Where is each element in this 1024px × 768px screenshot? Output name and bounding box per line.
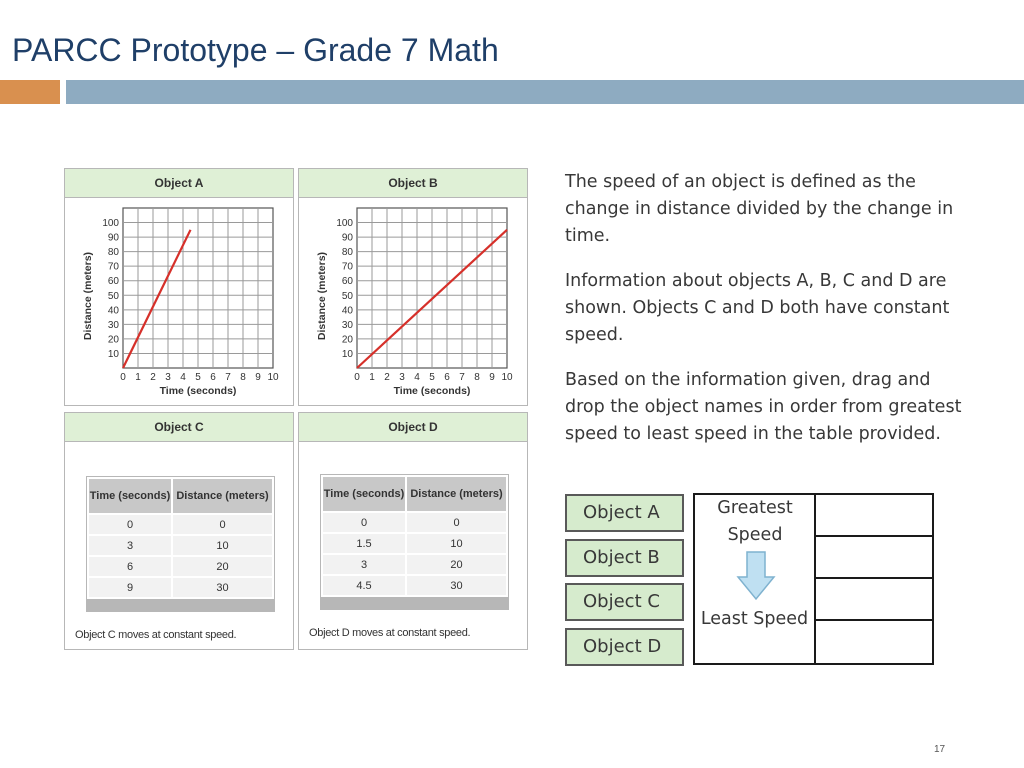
distance-cell: 0 [406,512,507,533]
x-tick-label: 5 [195,372,201,383]
y-tick-label: 70 [341,261,353,273]
object-d-table [321,475,508,597]
drag-tile-object-a[interactable]: Object A [565,494,684,532]
y-axis-label: Distance (meters) [316,251,328,341]
time-cell: 3 [88,535,172,556]
distance-cell: 30 [172,577,273,598]
y-tick-label: 90 [341,232,353,244]
object-a-title: Object A [65,169,293,198]
y-tick-label: 50 [341,290,353,302]
table-row [322,575,507,596]
instruction-paragraph-1: The speed of an object is defined as the change in distance divided by the change in time. [565,172,954,246]
x-axis-label: Time (seconds) [159,385,237,397]
table-row [322,533,507,554]
order-slot-2[interactable] [816,537,932,579]
y-axis-label: Distance (meters) [82,251,94,341]
object-d-title: Object D [299,413,527,442]
y-tick-label: 50 [107,290,119,302]
x-tick-label: 10 [267,372,279,383]
drag-tile-object-c[interactable]: Object C [565,583,684,621]
time-cell: 0 [88,514,172,535]
object-d-note: Object D moves at constant speed. [309,627,471,639]
y-tick-label: 10 [107,348,119,360]
object-b-title: Object B [299,169,527,198]
x-tick-label: 9 [255,372,261,383]
distance-cell: 20 [172,556,273,577]
table-row [88,577,273,598]
object-a-graph [65,198,293,406]
x-tick-label: 3 [165,372,171,383]
object-b-graph [299,198,527,406]
table-row [88,514,273,535]
time-cell: 4.5 [322,575,406,596]
x-tick-label: 4 [180,372,186,383]
drag-tile-object-b[interactable]: Object B [565,539,684,577]
x-tick-label: 9 [489,372,495,383]
y-tick-label: 20 [107,334,119,346]
time-header: Time (seconds) [322,476,406,512]
x-axis-label: Time (seconds) [393,385,471,397]
y-tick-label: 40 [341,305,353,317]
y-tick-label: 90 [107,232,119,244]
y-tick-label: 60 [341,276,353,288]
x-tick-label: 4 [414,372,420,383]
distance-cell: 10 [406,533,507,554]
time-cell: 6 [88,556,172,577]
title-accent-bar [0,80,60,104]
object-c-title: Object C [65,413,293,442]
y-tick-label: 100 [102,218,119,230]
time-cell: 1.5 [322,533,406,554]
distance-cell: 20 [406,554,507,575]
drag-tile-object-d[interactable]: Object D [565,628,684,666]
y-tick-label: 80 [341,247,353,259]
y-tick-label: 30 [341,319,353,331]
distance-header: Distance (meters) [406,476,507,512]
x-tick-label: 7 [459,372,465,383]
x-tick-label: 1 [369,372,375,383]
x-tick-label: 10 [501,372,513,383]
speed-order-table [693,493,934,665]
down-arrow-icon [736,551,776,601]
time-cell: 9 [88,577,172,598]
y-tick-label: 40 [107,305,119,317]
instruction-paragraph-2: Information about objects A, B, C and D are shown. Objects C and D both have constant speed. [565,271,950,345]
distance-header: Distance (meters) [172,478,273,514]
time-cell: 0 [322,512,406,533]
x-tick-label: 6 [444,372,450,383]
y-tick-label: 70 [107,261,119,273]
instruction-paragraph-3: Based on the information given, drag and drop the object names in order from greatest speed to least speed in the table provided. [565,370,962,444]
time-header: Time (seconds) [88,478,172,514]
object-b-panel [298,168,528,406]
y-tick-label: 30 [107,319,119,331]
object-c-table [87,477,274,599]
title-rule-bar [66,80,1024,104]
least-speed-label: Least Speed [700,609,809,629]
y-tick-label: 80 [107,247,119,259]
x-tick-label: 1 [135,372,141,383]
object-d-panel [298,412,528,650]
page-number: 17 [934,744,946,755]
distance-cell: 10 [172,535,273,556]
x-tick-label: 8 [474,372,480,383]
distance-cell: 0 [172,514,273,535]
greatest-speed-label: Greatest Speed [717,498,793,545]
x-tick-label: 8 [240,372,246,383]
x-tick-label: 6 [210,372,216,383]
y-tick-label: 10 [341,348,353,360]
table-row [88,556,273,577]
object-c-note: Object C moves at constant speed. [75,629,237,641]
slide-title: PARCC Prototype – Grade 7 Math [12,32,499,68]
x-tick-label: 0 [354,372,360,383]
table-row [322,554,507,575]
order-slot-1[interactable] [816,495,932,537]
time-cell: 3 [322,554,406,575]
object-a-panel [64,168,294,406]
y-tick-label: 20 [341,334,353,346]
x-tick-label: 2 [384,372,390,383]
x-tick-label: 3 [399,372,405,383]
table-row [322,512,507,533]
x-tick-label: 2 [150,372,156,383]
y-tick-label: 100 [336,218,353,230]
y-tick-label: 60 [107,276,119,288]
x-tick-label: 5 [429,372,435,383]
table-row [88,535,273,556]
object-c-panel [64,412,294,650]
speed-order-labels [695,495,816,663]
distance-cell: 30 [406,575,507,596]
x-tick-label: 0 [120,372,126,383]
x-tick-label: 7 [225,372,231,383]
order-slot-3[interactable] [816,579,932,621]
order-slot-4[interactable] [816,621,932,663]
